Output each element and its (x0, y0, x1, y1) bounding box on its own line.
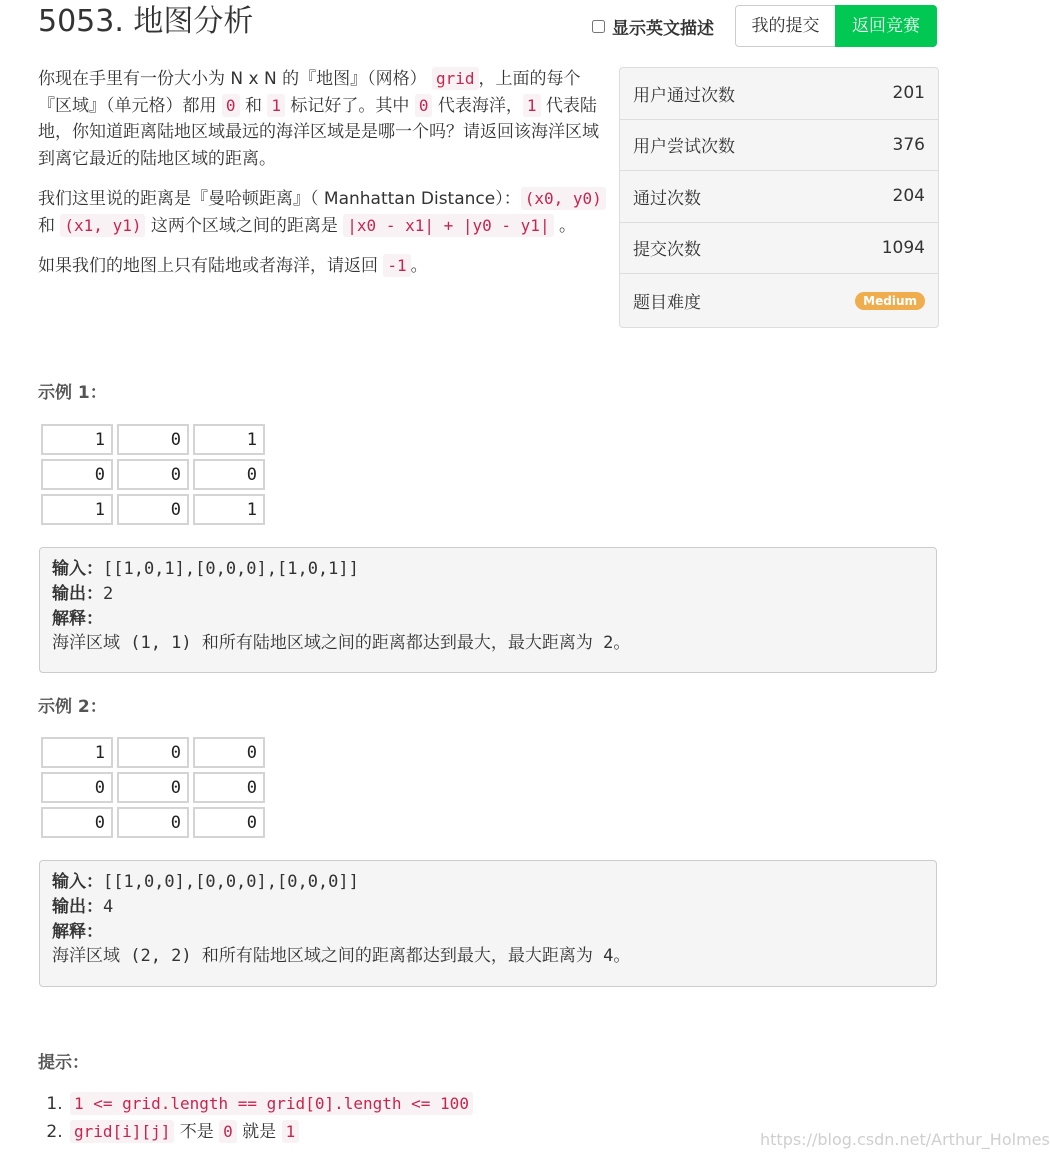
grid-cell: 1 (41, 737, 113, 768)
grid-cell: 0 (193, 772, 265, 803)
grid-cell: 1 (193, 494, 265, 525)
explain-end: 。 (613, 946, 631, 967)
grid-cell: 0 (117, 424, 189, 455)
stats-panel (619, 67, 939, 328)
output-value: 2 (103, 583, 114, 604)
output-label: 输出： (52, 896, 103, 917)
inline-code: 1 (523, 94, 541, 117)
stat-row-user-accepted (620, 68, 938, 120)
difficulty-badge: Medium (855, 292, 925, 310)
grid-cell: 0 (117, 459, 189, 490)
stat-label: 用户尝试次数 (633, 137, 735, 158)
example-1-input-line (52, 557, 924, 582)
text-segment: ，上面的每个『区域』（单元格）都用 (38, 69, 581, 116)
text-segment: 不是 (174, 1122, 220, 1142)
example-1-output-line (52, 582, 924, 607)
stat-label: 提交次数 (633, 240, 701, 261)
example-1-explain-text (52, 631, 924, 656)
example-1-grid (41, 424, 265, 525)
stat-value: 204 (892, 186, 925, 207)
page-title: 5053. 地图分析 (38, 4, 254, 39)
explain-coord: (1, 1) (120, 633, 202, 654)
inline-code: 0 (219, 1120, 237, 1143)
inline-code: 1 (282, 1120, 300, 1143)
grid-cell: 0 (117, 772, 189, 803)
example-2-heading: 示例 2： (38, 697, 107, 717)
output-value: 4 (103, 896, 114, 917)
example-1-heading: 示例 1： (38, 383, 107, 403)
inline-code: grid[i][j] (70, 1120, 174, 1143)
text-segment: 就是 (236, 1122, 282, 1142)
inline-code: 0 (415, 94, 433, 117)
text-segment: 这两个区域之间的距离是 (145, 215, 344, 236)
example-2-explain-label (52, 920, 924, 945)
stat-label: 用户通过次数 (633, 85, 735, 106)
show-english-checkbox[interactable] (592, 20, 605, 33)
grid-cell: 0 (193, 737, 265, 768)
hint-item (68, 1090, 473, 1118)
stat-row-user-tried (620, 120, 938, 172)
text-segment: 如果我们的地图上只有陆地或者海洋，请返回 (38, 256, 384, 276)
inline-code: |x0 - x1| + |y0 - y1| (343, 214, 553, 237)
text-segment: 我们这里说的距离是『曼哈顿距离』（ Manhattan Distance）： (38, 189, 521, 209)
example-1-io-block (39, 547, 937, 673)
grid-cell: 0 (41, 807, 113, 838)
inline-code: 0 (222, 94, 240, 117)
hints-list (38, 1090, 473, 1146)
explain-rest: 和所有陆地区域之间的距离都达到最大，最大距离为 (201, 633, 593, 654)
my-submissions-button[interactable]: 我的提交 (735, 5, 836, 47)
inline-code: -1 (383, 254, 410, 277)
show-english-label: 显示英文描述 (612, 19, 714, 39)
inline-code: (x0, y0) (521, 187, 606, 210)
example-2-output-line (52, 895, 924, 920)
explain-label: 解释： (52, 921, 103, 942)
stat-label: 通过次数 (633, 188, 701, 209)
stat-row-submissions (620, 223, 938, 275)
output-label: 输出： (52, 583, 103, 604)
grid-cell: 0 (41, 772, 113, 803)
header-button-group (735, 5, 937, 47)
explain-num: 2 (592, 633, 614, 654)
explain-rest: 和所有陆地区域之间的距离都达到最大，最大距离为 (201, 946, 593, 967)
problem-description (38, 66, 608, 294)
explain-coord: (2, 2) (120, 946, 202, 967)
text-segment: 。 (553, 215, 576, 236)
description-paragraph-3 (38, 253, 608, 280)
back-to-contest-button[interactable]: 返回竞赛 (835, 5, 937, 47)
grid-cell: 1 (41, 424, 113, 455)
stat-value: 1094 (881, 237, 925, 258)
text-segment: 和 (239, 95, 268, 116)
grid-cell: 0 (41, 459, 113, 490)
input-value: [[1,0,0],[0,0,0],[0,0,0]] (103, 872, 359, 892)
example-2-io-block (39, 860, 937, 987)
inline-code: 1 (267, 94, 285, 117)
stat-label: 题目难度 (633, 293, 701, 313)
description-paragraph-2 (38, 186, 608, 239)
text-segment: 标记好了。其中 (285, 95, 415, 116)
grid-cell: 1 (41, 494, 113, 525)
grid-cell: 1 (193, 424, 265, 455)
input-label: 输入： (52, 559, 103, 579)
grid-cell: 0 (117, 807, 189, 838)
inline-code: 1 <= grid.length == grid[0].length <= 100 (70, 1092, 473, 1115)
text-segment: 代表海洋， (432, 95, 523, 116)
grid-cell: 0 (117, 737, 189, 768)
stat-row-difficulty (620, 274, 938, 327)
stat-value: 376 (892, 134, 925, 155)
example-2-input-line (52, 870, 924, 895)
inline-code: grid (432, 67, 479, 90)
stat-row-accepted (620, 171, 938, 223)
grid-cell: 0 (193, 807, 265, 838)
show-english-toggle[interactable] (592, 14, 714, 39)
example-2-grid (41, 737, 265, 838)
text-segment: 和 (38, 215, 61, 236)
description-paragraph-1 (38, 66, 608, 172)
inline-code: (x1, y1) (60, 214, 145, 237)
text-segment: 代表陆地，你知道距离陆地区域最远的海洋区域是是哪一个吗？请返回该海洋区域到离它最近的陆地区域的距离。 (38, 95, 599, 169)
hint-item (68, 1118, 473, 1146)
grid-cell: 0 (117, 494, 189, 525)
text-segment: 。 (410, 256, 428, 276)
watermark: https://blog.csdn.net/Arthur_Holmes (760, 1130, 1050, 1149)
example-1-explain-label (52, 607, 924, 632)
stat-value: 201 (892, 83, 925, 104)
explain-end: 。 (613, 633, 631, 654)
example-2-explain-text (52, 944, 924, 969)
input-label: 输入： (52, 872, 103, 892)
explain-text: 海洋区域 (52, 633, 120, 654)
hints-heading: 提示： (38, 1053, 89, 1073)
text-segment: 你现在手里有一份大小为 N x N 的『地图』（网格） (38, 69, 433, 89)
explain-label: 解释： (52, 608, 103, 629)
grid-cell: 0 (193, 459, 265, 490)
input-value: [[1,0,1],[0,0,0],[1,0,1]] (103, 559, 359, 579)
explain-num: 4 (592, 946, 614, 967)
explain-text: 海洋区域 (52, 946, 120, 967)
